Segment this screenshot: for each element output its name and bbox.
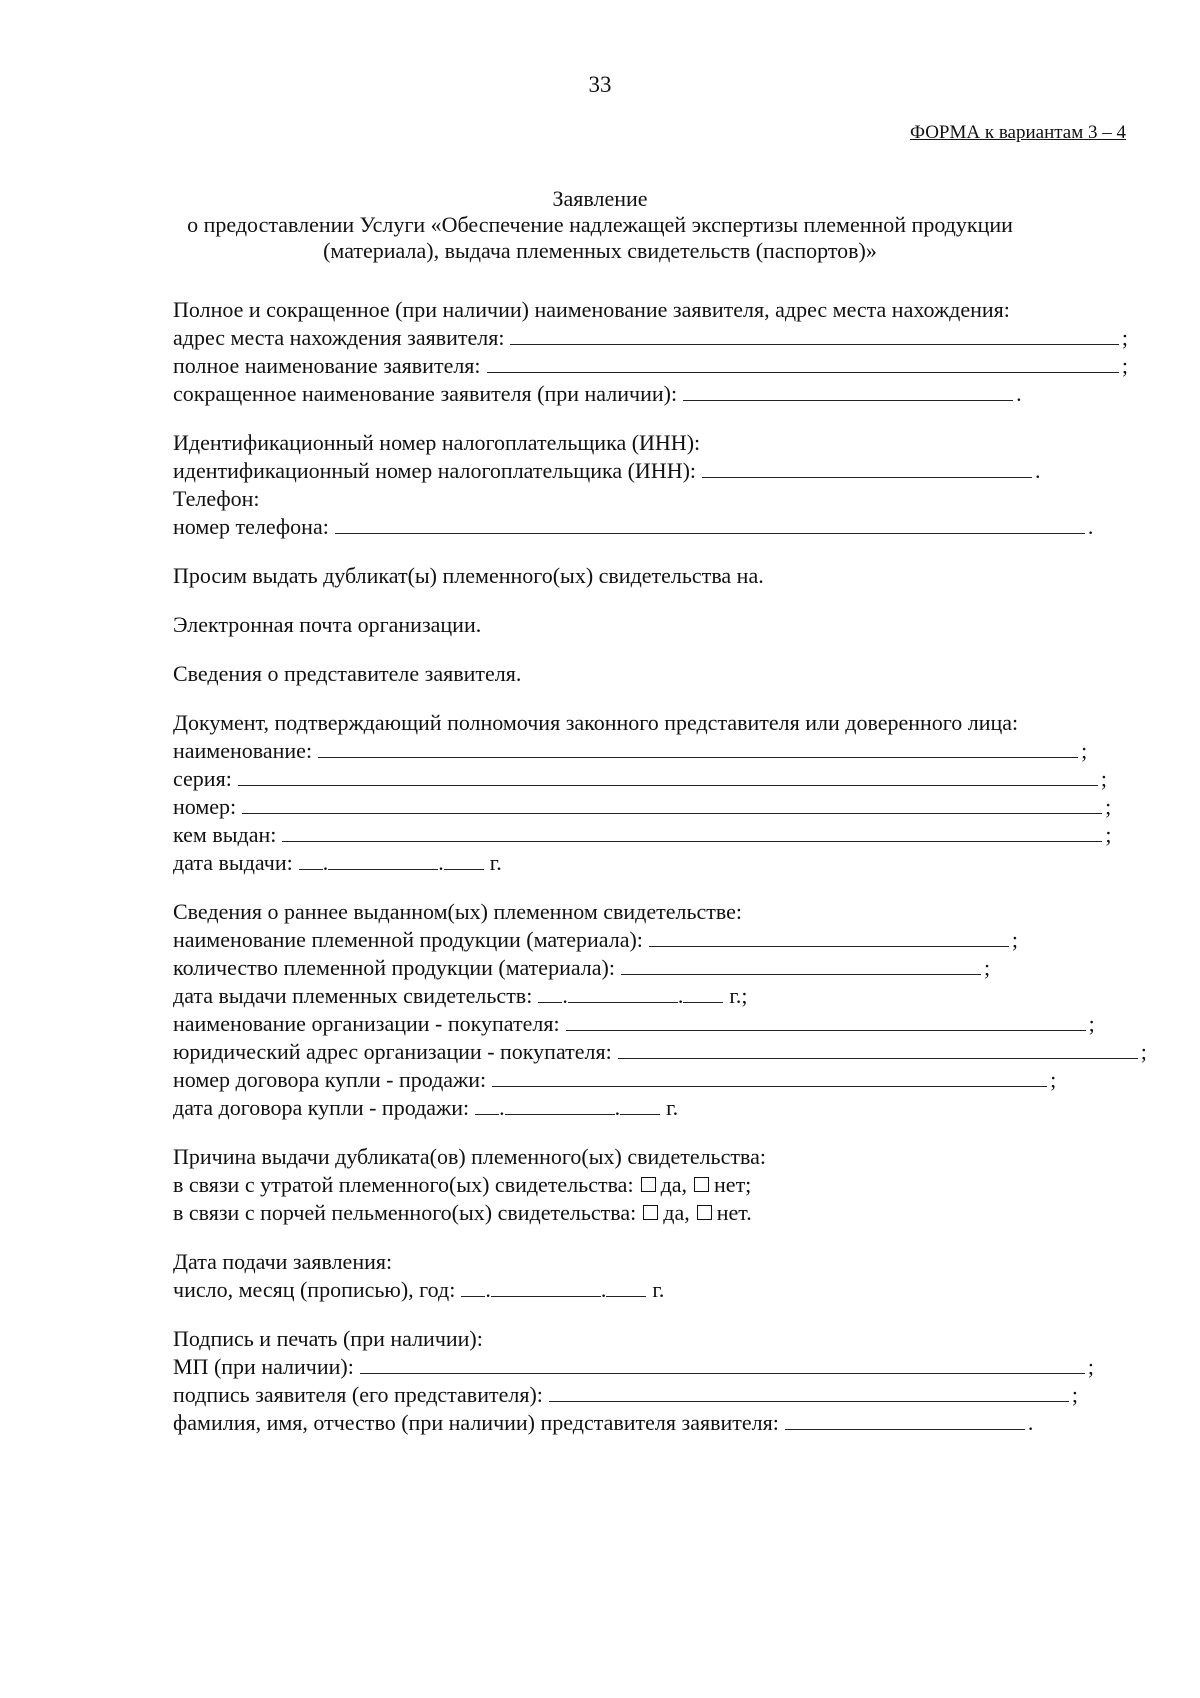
request-text: Просим выдать дубликат(ы) племенного(ых) свидетельства на. (173, 563, 764, 588)
separator: . (1087, 514, 1094, 539)
separator: ; (1087, 1354, 1094, 1379)
contract-number-label: номер договора купли - продажи: (173, 1067, 487, 1092)
document-title (100, 186, 1100, 264)
doc-issued-by-label: кем выдан: (173, 822, 277, 847)
separator: . (1027, 1410, 1034, 1435)
previous-cert-heading: Сведения о раннее выданном(ых) племенном свидетельстве: (173, 899, 743, 924)
date-dot: . (600, 1277, 607, 1302)
doc-issue-date-label: дата выдачи: (173, 850, 293, 875)
inn-field[interactable] (702, 458, 1032, 478)
separator: ; (1050, 1067, 1057, 1092)
doc-series-label: серия: (173, 766, 232, 791)
phone-label: номер телефона: (173, 514, 329, 539)
loss-yes-label: да, (660, 1172, 688, 1197)
buyer-name-field[interactable] (566, 1011, 1086, 1031)
inn-section (173, 429, 1128, 541)
doc-issue-year-field[interactable] (444, 850, 484, 870)
authority-doc-section (173, 709, 1128, 877)
separator: ; (1105, 794, 1112, 819)
year-suffix: г. (652, 1277, 665, 1302)
previous-cert-section (173, 898, 1147, 1122)
damage-no-label: нет. (716, 1200, 752, 1225)
stamp-label: МП (при наличии): (173, 1354, 354, 1379)
cert-year-field[interactable] (683, 983, 723, 1003)
stamp-field[interactable] (360, 1354, 1085, 1374)
doc-issue-day-field[interactable] (299, 850, 323, 870)
loss-yes-checkbox[interactable] (641, 1177, 656, 1192)
doc-name-field[interactable] (318, 738, 1078, 758)
product-name-field[interactable] (649, 927, 1009, 947)
date-dot: . (322, 850, 329, 875)
contract-month-field[interactable] (505, 1095, 615, 1115)
date-dot: . (438, 850, 444, 875)
year-suffix: г. (489, 850, 502, 875)
product-qty-label: количество племенной продукции (материала): (173, 955, 615, 980)
contract-year-field[interactable] (620, 1095, 660, 1115)
separator: ; (1105, 822, 1112, 847)
signature-heading: Подпись и печать (при наличии): (173, 1326, 483, 1351)
doc-issue-month-field[interactable] (328, 850, 438, 870)
cert-month-field[interactable] (568, 983, 678, 1003)
doc-series-field[interactable] (238, 766, 1098, 786)
signature-field[interactable] (549, 1382, 1069, 1402)
phone-heading: Телефон: (173, 486, 260, 511)
submission-section (173, 1248, 1128, 1304)
form-body (173, 296, 1147, 1458)
full-name-field[interactable] (487, 353, 1119, 373)
product-qty-field[interactable] (621, 955, 981, 975)
signature-section (173, 1325, 1128, 1437)
submission-date-label: число, месяц (прописью), год: (173, 1277, 456, 1302)
separator: ; (1088, 1011, 1095, 1036)
doc-name-label: наименование: (173, 738, 313, 763)
inn-heading: Идентификационный номер налогоплательщика (ИНН): (173, 430, 701, 455)
separator: ; (1081, 738, 1088, 763)
submission-day-field[interactable] (461, 1277, 485, 1297)
doc-issued-by-field[interactable] (282, 822, 1102, 842)
title-line-3: (материала), выдача племенных свидетельств (паспортов)» (323, 238, 877, 263)
submission-heading: Дата подачи заявления: (173, 1249, 393, 1274)
phone-field[interactable] (335, 514, 1085, 534)
cert-date-suffix: г.; (729, 983, 748, 1008)
separator: ; (1011, 927, 1019, 952)
title-line-2: о предоставлении Услуги «Обеспечение надлежащей экспертизы племенной продукции (187, 212, 1013, 237)
representative-text: Сведения о представителе заявителя. (173, 661, 522, 686)
page-number: 33 (588, 72, 612, 97)
separator: ; (1121, 325, 1128, 350)
buyer-name-label: наименование организации - покупателя: (173, 1011, 560, 1036)
contract-number-field[interactable] (492, 1067, 1047, 1087)
buyer-address-field[interactable] (618, 1039, 1138, 1059)
damage-label: в связи с порчей пельменного(ых) свидетельства: (173, 1200, 637, 1225)
short-name-label: сокращенное наименование заявителя (при наличии): (173, 381, 678, 406)
applicant-heading: Полное и сокращенное (при наличии) наименование заявителя, адрес места нахождения: (173, 297, 1010, 322)
separator: ; (983, 955, 991, 980)
date-dot: . (614, 1095, 621, 1120)
contract-date-label: дата договора купли - продажи: (173, 1095, 470, 1120)
contract-day-field[interactable] (475, 1095, 499, 1115)
address-field[interactable] (510, 325, 1118, 345)
reason-section (173, 1143, 1128, 1227)
separator: ; (1100, 766, 1107, 791)
product-name-label: наименование племенной продукции (материала): (173, 927, 643, 952)
separator: . (1035, 458, 1041, 483)
signature-label: подпись заявителя (его представителя): (173, 1382, 543, 1407)
doc-number-field[interactable] (242, 794, 1102, 814)
separator: ; (1140, 1039, 1147, 1064)
reason-heading: Причина выдачи дубликата(ов) племенного(ых) свидетельства: (173, 1144, 766, 1169)
cert-day-field[interactable] (538, 983, 562, 1003)
damage-yes-label: да, (663, 1200, 690, 1225)
cert-date-label: дата выдачи племенных свидетельств: (173, 983, 533, 1008)
applicant-section (173, 296, 1128, 408)
date-dot: . (485, 1277, 491, 1302)
fio-field[interactable] (785, 1410, 1025, 1430)
authority-doc-heading: Документ, подтверждающий полномочия законного представителя или доверенного лица: (173, 710, 1019, 735)
loss-no-label: нет; (714, 1172, 752, 1197)
title-line-1: Заявление (552, 186, 648, 211)
buyer-address-label: юридический адрес организации - покупателя: (173, 1039, 612, 1064)
fio-label: фамилия, имя, отчество (при наличии) представителя заявителя: (173, 1410, 779, 1435)
date-dot: . (562, 983, 568, 1008)
damage-yes-checkbox[interactable] (643, 1205, 658, 1220)
address-label: адрес места нахождения заявителя: (173, 325, 505, 350)
short-name-field[interactable] (683, 381, 1013, 401)
loss-label: в связи с утратой племенного(ых) свидетельства: (173, 1172, 634, 1197)
date-dot: . (677, 983, 684, 1008)
separator: . (1016, 381, 1022, 406)
loss-no-checkbox[interactable] (694, 1177, 709, 1192)
year-suffix: г. (666, 1095, 679, 1120)
separator: ; (1071, 1382, 1079, 1407)
email-text: Электронная почта организации. (173, 612, 482, 637)
submission-year-field[interactable] (606, 1277, 646, 1297)
full-name-label: полное наименование заявителя: (173, 353, 481, 378)
separator: ; (1121, 353, 1128, 378)
doc-number-label: номер: (173, 794, 237, 819)
submission-month-field[interactable] (491, 1277, 601, 1297)
inn-label: идентификационный номер налогоплательщика (ИНН): (173, 458, 697, 483)
damage-no-checkbox[interactable] (697, 1205, 712, 1220)
form-variant-label: ФОРМА к вариантам 3 – 4 (909, 122, 1126, 143)
date-dot: . (499, 1095, 505, 1120)
